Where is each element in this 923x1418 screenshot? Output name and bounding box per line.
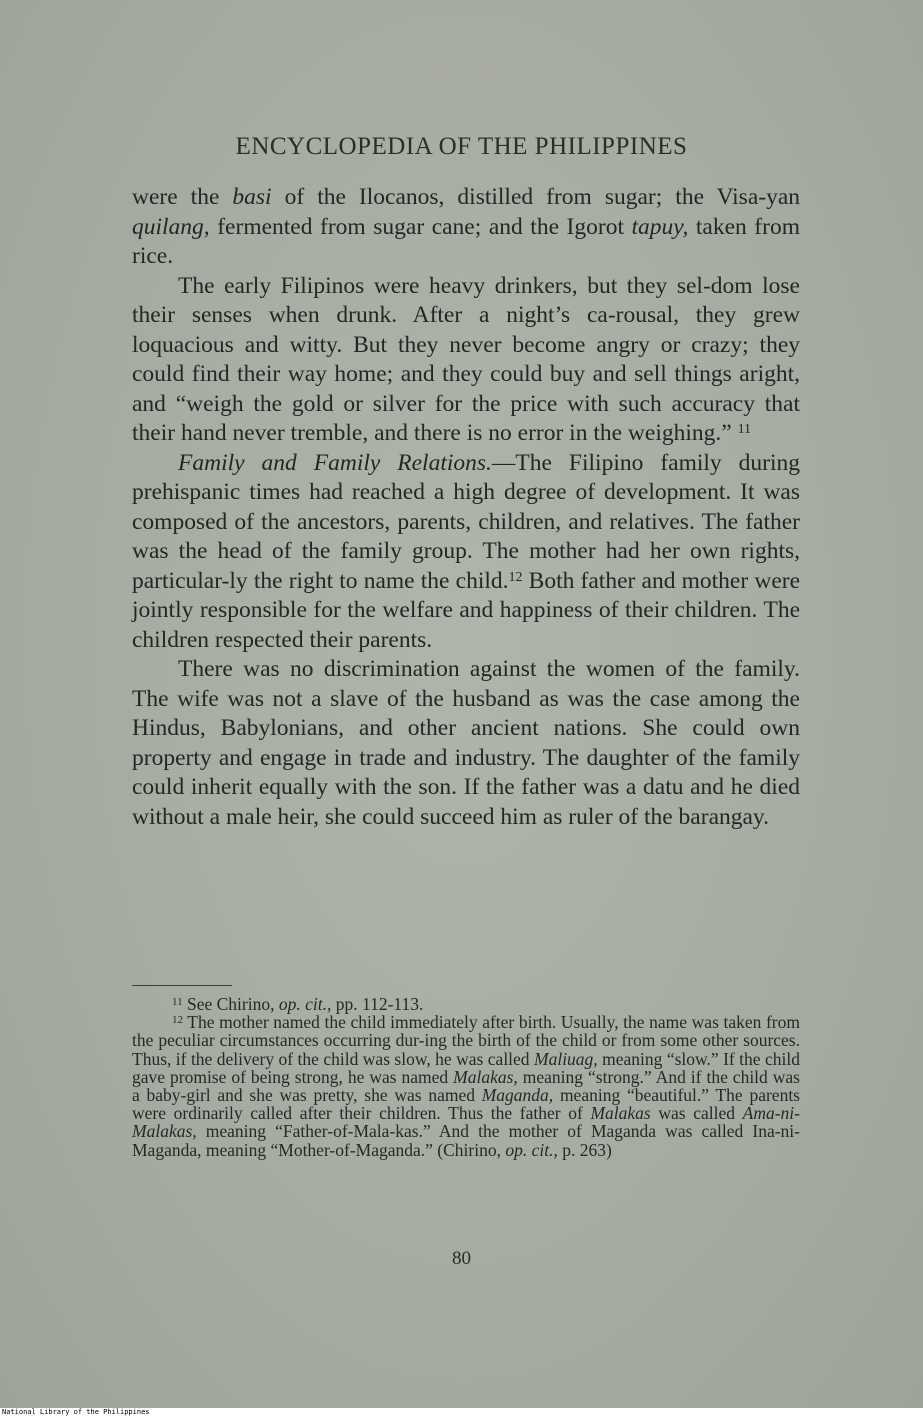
footnote-reference-12: 12 [508, 569, 523, 585]
scan-credit: National Library of the Philippines [2, 1408, 150, 1416]
italic-term: basi [232, 184, 272, 210]
paragraph-beverages [132, 183, 800, 272]
text-run: meaning “slow.” If the child gave promise of being strong, he was named [132, 1048, 800, 1087]
italic-term: Maganda, [481, 1085, 554, 1106]
text-run: The early Filipinos were heavy drinkers, but they sel-dom lose their senses when drunk. After a night’s ca-rousal, they grew loquacious and witty. But they never become angry or crazy; they could find their way home; and they could buy and sell things aright, and “weigh the gold or silver for the price with such accuracy that their hand never tremble, and there is no error in the weighing.” [132, 272, 800, 446]
text-run: See Chirino, [182, 994, 279, 1014]
text-run: The mother named the child immediately after birth. Usually, the name was taken from the peculiar circumstances occurring dur-ing the birth of the child or from some other sources. Thus, if the delivery of the child was slow, he was called [132, 1012, 800, 1069]
text-run: fermented from sugar cane; and the Igorot [209, 213, 632, 240]
text-run: were the [132, 184, 233, 210]
text-run: meaning “Father-of-Mala-kas.” And the mother of Maganda was called Ina-ni-Maganda, meaning “Mother-of-Maganda.” (Chirino, [132, 1121, 800, 1160]
text-run: meaning “strong.” And if the child was a baby-girl and she was pretty, she was named [132, 1066, 800, 1106]
page-number: 80 [452, 1248, 471, 1269]
paragraph-drinkers [132, 272, 800, 449]
italic-term: Malakas, [453, 1066, 518, 1087]
text-run: was called [650, 1103, 743, 1124]
footnote-11 [132, 995, 800, 1013]
paragraph-family [132, 449, 800, 656]
section-heading: Family and Family Relations. [178, 449, 492, 476]
scan-credit-bar [0, 1408, 923, 1418]
italic-term: Malakas [590, 1103, 651, 1124]
footnote-mark: 12 [172, 1014, 183, 1027]
text-run: —The Filipino family during prehispanic times had reached a high degree of development. It was composed of the ancestors, parents, children, and relatives. The father was the head of the family group. The mother had her own rights, particular-ly the right to name the child. [132, 449, 800, 594]
text-run: taken from rice. [132, 213, 800, 269]
footnotes [132, 995, 800, 1159]
italic-term: Ama-ni-Malakas, [132, 1103, 801, 1142]
footnote-divider [132, 985, 232, 986]
running-title: ENCYCLOPEDIA OF THE PHILIPPINES [235, 133, 688, 160]
text-run: of the Ilocanos, distilled from sugar; the Visa-yan [271, 184, 801, 210]
footnote-reference-11: 11 [737, 422, 752, 437]
italic-term: tapuy, [631, 213, 689, 240]
italic-term: op. cit., [278, 994, 332, 1014]
italic-term: Maliuag, [534, 1048, 598, 1069]
footnote-12 [132, 1013, 800, 1159]
footnote-mark: 11 [172, 996, 183, 1008]
text-run: There was no discrimination against the women of the family. The wife was not a slave of the husband as was the case among the Hindus, Babylonians, and other ancient nations. She could own property and engage in trade and industry. The daughter of the family could inherit equally with the son. If the father was a datu and he died without a male heir, she could succeed him as ruler of the barangay. [132, 656, 800, 830]
italic-term: quilang, [132, 213, 210, 240]
text-run: Both father and mother were jointly responsible for the welfare and happiness of their children. The children respected their parents. [132, 567, 801, 653]
text-run: p. 263) [557, 1139, 612, 1160]
paragraph-women [132, 655, 800, 832]
italic-term: op. cit., [505, 1139, 558, 1160]
main-text [132, 183, 800, 832]
text-run: pp. 112-113. [331, 994, 424, 1014]
text-run: meaning “beautiful.” The parents were ordinarily called after their children. Thus the father of [132, 1085, 800, 1124]
